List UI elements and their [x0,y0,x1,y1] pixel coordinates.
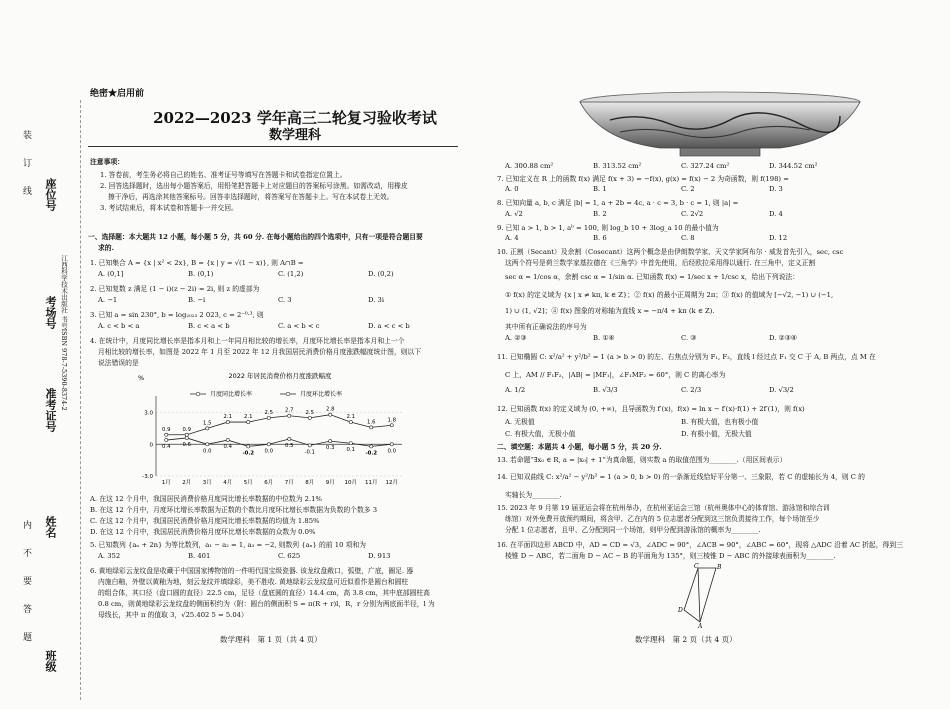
data-label: -0.2 [365,450,378,457]
notes-heading: 注意事项： [90,158,124,166]
data-label: 1.8 [387,417,396,424]
name-label: 姓名 [44,516,57,538]
data-label: 2.8 [326,406,335,413]
data-point [226,420,229,423]
question-stem: 1) ∪ (1, √2]；④ f(x) 图象的对称轴为直线 x = −π/4 + kπ (k ∈ Z). [505,307,715,315]
x-tick-label: 10月 [344,480,357,486]
question-options [505,428,857,438]
point-label-a: A [698,623,703,628]
option: D. 有极小值，无极大值 [681,430,752,438]
data-label: 0.1 [346,447,355,454]
series-line-mom [166,438,392,446]
option: B. √3/3 [593,386,618,394]
data-point [370,445,373,448]
data-label: 1.5 [203,420,212,427]
question-stem: 棱锥 D − ABC，若二面角 D − AC − B 的平面角为 135°，则三棱锥 D − ABC 的外接球表面积为________. [505,552,836,560]
option: C. ③ [681,334,697,342]
option: B. (0,1) [188,270,214,278]
question-options [98,296,458,304]
question-stem: 分配 1 位志愿者，且甲、乙分配到同一个场馆，则甲分配到游泳馆的概率为________. [505,526,761,534]
question-stem: 4. 在统计中，月度同比增长率是指本月和上一年同月相比较的增长率，月度环比增长率是指本月和上一个 [90,337,405,345]
option: A. √2 [505,210,523,218]
data-label: 0.0 [387,448,396,455]
exam-title: 2022—2023 学年高三二轮复习验收考试 [153,109,437,127]
question-stem: 说法错误的是 [98,359,139,367]
secret-mark: 绝密★启用前 [90,89,145,99]
option-line: C. 在这 12 个月中，我国居民消费价格月度同比增长率数据的均值为 1.85% [90,517,320,525]
fold-word: 要 [21,576,31,585]
x-tick-label: 12月 [385,480,398,486]
option: B. c < a < b [188,322,230,330]
section1-heading: 一、选择题：本大题共 12 小题，每小题 5 分，共 60 分. 在每小题给出的四个选项中，只有一项是符合题目要 [88,233,423,241]
option: B. 2 [593,210,607,218]
bowl-illustration [570,90,870,160]
question-stem: 练馆）对外免费开放预约期间，将含甲、乙在内的 5 位志愿者分配到这三馆负责接待工作，每个场馆至少 [505,515,820,523]
question-stem: 月相比较的增长率，如图是 2022 年 1 月至 2022 年 12 月我国居民消费价格月度涨跌幅度统计图，则以下 [98,348,422,356]
data-point [329,440,332,443]
y-unit-label: % [138,374,145,382]
chart-series [162,407,397,457]
note-item: 1. 答卷前，考生务必将自己的姓名、准考证号等填写在答题卡和试卷指定位置上。 [100,171,347,179]
x-tick-label: 11月 [365,480,378,486]
option: A. ②③ [505,334,527,342]
x-tick-label: 6月 [264,480,274,486]
option: A. 无极值 [505,418,535,426]
data-point [185,433,188,436]
option: C. 3 [278,296,292,304]
option: A. 0 [505,185,519,193]
question-stem: 3. 已知 a = sin 230°, b = log₂₀₂₃ 2 023, c = 2⁻⁰·³, 则 [90,311,264,319]
data-point [370,426,373,429]
option: A. 352 [98,552,121,560]
legend-marker-mom [286,392,290,396]
option: D. 344.52 cm² [769,162,818,170]
question-stem: 7. 已知定义在 R 上的函数 f(x) 满足 f(x + 3) = −f(x), g(x) = f(x) − 2 为奇函数，则 f(198) = [497,175,789,183]
question-stem: 母线长，其中 π 的值取 3，√25.402 5 = 5.04） [98,611,248,619]
page-footer-left: 数学理科 第 1 页（共 4 页） [220,635,322,644]
note-item: 擦干净后，再选涂其他答案标号。回答非选择题时，将答案写在答题卡上。写在本试卷上无效。 [108,193,394,201]
x-tick-label: 7月 [284,480,294,486]
legend-label-yoy: 月度同比增长率 [210,391,253,398]
question-stem: 9. 已知 a > 1, b > 1, aᵇ = 100, 则 log_b 10 + 3log_a 10 的最小值为 [497,224,719,232]
data-point [329,413,332,416]
question-stem: 15. 2023 年 9 月第 19 届亚运会将在杭州举办，在杭州亚运会三馆（杭州奥体中心的体育馆、游泳馆和综合训 [497,504,830,512]
book-info: 江西科学技术出版社 书号ISBN 978-7-5390-8374-2 [60,255,68,411]
option: D. 3i [368,296,385,304]
data-point [349,442,352,445]
page-footer-right: 数学理科 第 2 页（共 4 页） [635,635,737,644]
data-point [288,437,291,440]
option: A. 300.88 cm² [505,162,554,170]
question-stem: 1. 已知集合 A = {x | x² < 2x}, B = {x | y = √(1 − x)}, 则 A∩B = [90,259,304,267]
point-label-b: B [717,564,722,571]
ticket-number-label: 准考证号 [44,388,57,432]
question-stem: 14. 已知双曲线 C: x²/a² − y²/b² = 1 (a > 0, b > 0) 的一条渐近线恰好平分第一、三象限，若 C 的虚轴长为 4，则 C 的 [497,473,865,481]
point-label-d: D [678,607,683,614]
question-stem: 其中所有正确说法的序号为 [505,323,587,331]
quadrilateral-figure [660,562,750,628]
data-label: -0.1 [304,449,315,456]
data-label: 0.0 [203,448,212,455]
point-label-c: C [694,563,699,570]
question-options [505,416,857,426]
chart-title: 2022 年居民消费价格月度涨跌幅度 [228,372,332,380]
option: D. 913 [368,552,391,560]
option: C. 2/3 [681,386,702,394]
option-line: A. 在这 12 个月中，我国居民消费价格月度同比增长率数据的中位数为 2.1% [90,495,322,503]
option: B. 6 [593,234,607,242]
question-options [98,552,458,560]
data-point [247,420,250,423]
exam-room-label: 考场号 [44,296,57,329]
data-label: 0.6 [182,441,191,448]
question-stem: 的组合体，其口径（盘口圆的直径）22.5 cm，足径（盘底圆的直径）14.4 cm，高 3.8 cm，其中底部圆柱高 [98,589,430,597]
question-options [505,162,857,170]
option: A. c < b < a [98,322,140,330]
option: D. ②③④ [769,334,797,342]
question-stem: C 上，AM // F₁F₂，|AB| = |MF₁|，∠F₁MF₂ = 60°，则 C 的离心率为 [505,371,726,379]
question-stem: 16. 在平面四边形 ABCD 中，AD = CD = √3，∠ADC = 90°，∠ACB = 90°，∠ABC = 60°，现将 △ADC 沿着 AC 折起，得到三 [497,541,903,549]
x-tick-label: 3月 [202,480,212,486]
fold-word: 答 [21,604,31,613]
section1-heading-cont: 求的. [98,244,114,252]
data-point [267,443,270,446]
option: A. 1/2 [505,386,526,394]
fold-word: 装 [21,130,31,139]
question-stem: 11. 已知椭圆 C: x²/a² + y²/b² = 1 (a > b > 0) 的左、右焦点分别为 F₁, F₂，直线 l 经过点 F₁ 交 C 于 A, B 两点，点 M 在 [497,353,876,361]
option: B. 313.52 cm² [593,162,642,170]
option: C. 2√2 [681,210,704,218]
x-tick-label: 9月 [325,480,335,486]
x-tick-label: 2月 [182,480,192,486]
question-stem: 13. 若命题“∃x₀ ∈ R, a = |x₀| + 1”为真命题，则实数 a 的取值范围为________.（用区间表示） [497,456,787,464]
data-label: 1.6 [367,419,376,426]
note-item: 3. 考试结束后，将本试卷和答题卡一并交回。 [100,204,238,212]
option: D. a < c < b [368,322,410,330]
data-label: 0.9 [162,426,171,433]
option: C. (1,2) [278,270,304,278]
data-label: 2.1 [223,414,232,421]
option-line: B. 在这 12 个月中，月度环比增长率数据为正数的个数比月度环比增长率数据为负数的个数多 3 [90,506,378,514]
question-stem: 2. 已知复数 z 满足 (1 − i)(z − 2i) = 2i, 则 z 的虚部为 [90,285,260,293]
question-stem: 12. 已知函数 f(x) 的定义域为 (0, +∞)，且导函数为 f′(x)，f(x) = ln x − f′(x)·f(1) + 2f′(1)，则 f(x) [497,405,805,413]
data-label: 0.9 [182,426,191,433]
data-point [390,424,393,427]
option: B. 有极大值，也有极小值 [681,418,759,426]
option: D. 4 [769,210,783,218]
option: C. 有极大值，无极小值 [505,430,576,438]
option: C. 327.24 cm² [681,162,730,170]
question-stem: sec α = 1/cos α，余割 csc α = 1/sin α. 已知函数 f(x) = 1/sec x + 1/csc x，给出下列说法： [505,273,800,281]
data-point [308,416,311,419]
question-stem: 6. 黄地绿彩云龙纹盘是收藏于中国国家博物馆的一件明代国宝级瓷器. 该龙纹盘敞口，弧壁，广底，圈足. 器 [90,567,414,575]
question-stem: 实轴长为________. [505,491,562,499]
data-point [390,443,393,446]
option: D. √3/2 [769,386,794,394]
data-label: 2.1 [244,414,253,421]
section2-heading: 二、填空题：本题共 4 小题，每小题 5 分，共 20 分. [497,443,662,451]
question-stem: 10. 正割（Secant）及余割（Cosecant）这两个概念是由伊朗数学家、天文学家阿布尔 · 威发首先引入，sec, csc [497,248,844,256]
seat-number-label: 座位号 [44,178,57,211]
question-options [98,270,458,278]
data-point [206,427,209,430]
x-tick-label: 1月 [161,480,171,486]
legend-label-mom: 月度环比增长率 [300,391,343,398]
option: B. 401 [188,552,211,560]
data-label: 0.3 [326,445,335,452]
data-point [349,420,352,423]
chart-legend [190,390,342,398]
y-tick-label: 3.0 [144,410,153,417]
data-label: -0.2 [242,450,255,457]
data-point [226,438,229,441]
question-options [505,234,857,242]
question-stem: 5. 已知数列 {aₙ + 2n} 为等比数列，a₁ − a₂ = 1, a₃ = −2, 则数列 {aₙ} 的前 10 项和为 [90,541,366,549]
fold-word: 内 [21,520,31,529]
option: C. a < b < c [278,322,320,330]
class-label: 班级 [44,650,57,672]
question-stem: 8. 已知向量 a, b, c 满足 |b| = 1, a + 2b = 4c, a · c = 3, b · c = 1, 则 |a| = [497,199,739,207]
data-point [206,443,209,446]
option: A. −1 [98,296,118,304]
fold-word: 不 [21,548,31,557]
option: D. (0,2) [368,270,394,278]
data-label: 0.4 [162,444,171,451]
x-tick-label: 4月 [223,480,233,486]
option: C. 625 [278,552,301,560]
series-line-yoy [166,415,392,435]
option: B. ①④ [593,334,615,342]
x-tick-label: 5月 [243,480,253,486]
option: D. 12 [769,234,788,242]
question-options [505,386,857,394]
x-tick-label: 8月 [305,480,315,486]
question-stem: 0.8 cm，则黄地绿彩云龙纹盘的侧面积约为（附：圆台的侧面积 S = π(R + r)l，R，r 分别为两底面半径，l 为 [98,600,435,608]
option: A. 4 [505,234,519,242]
data-point [288,414,291,417]
data-point [185,436,188,439]
subject-title: 数学理科 [268,128,321,143]
fold-word: 题 [21,632,31,641]
data-label: 0.0 [264,448,273,455]
fold-word: 线 [21,186,31,195]
data-point [267,416,270,419]
question-stem: 这两个符号是荷兰数学家基拉德在《三角学》中首先使用，后经欧拉采用得以通行. 在三角中，定义正割 [505,259,816,267]
question-options [98,322,458,330]
question-options [505,185,857,193]
question-options [505,210,857,218]
option: B. 1 [593,185,607,193]
data-label: 0.4 [223,444,232,451]
divider [88,146,458,147]
option: C. 8 [681,234,695,242]
data-point [165,438,168,441]
question-options [505,334,857,342]
option: C. 2 [681,185,695,193]
y-tick-label: -3.0 [142,474,153,480]
data-label: 0.5 [285,443,294,449]
option: D. 3 [769,185,783,193]
data-label: 2.7 [285,407,294,414]
option: A. (0,1] [98,270,124,278]
option: B. −i [188,296,206,304]
note-item: 2. 回答选择题时，选出每小题答案后，用铅笔把答题卡上对应题目的答案标号涂黑。如需改动，用橡皮 [100,182,408,190]
figure-diagonal [698,568,700,622]
fold-word: 订 [21,158,31,167]
data-point [165,433,168,436]
data-label: 2.5 [264,409,273,416]
data-label: 2.5 [305,409,314,416]
question-stem: ① f(x) 的定义域为 {x | x ≠ kπ, k ∈ Z}；② f(x) 的最小正周期为 2π；③ f(x) 的值域为 [−√2, −1) ∪ (−1, [505,291,834,299]
data-point [247,445,250,448]
data-label: 2.1 [346,414,355,421]
option-line: D. 在这 12 个月中，我国居民消费价格月度环比增长率数据的众数为 0.0% [90,528,316,536]
legend-marker-yoy [196,392,200,396]
data-point [308,444,311,447]
question-stem: 内施白釉，外壁以黄釉为地，刻云龙纹并填绿彩，美不胜收. 黄地绿彩云龙纹盘可近似看作是圆台和圆柱 [98,578,409,586]
price-chart [130,368,410,494]
y-tick-label: 0 [149,442,153,449]
